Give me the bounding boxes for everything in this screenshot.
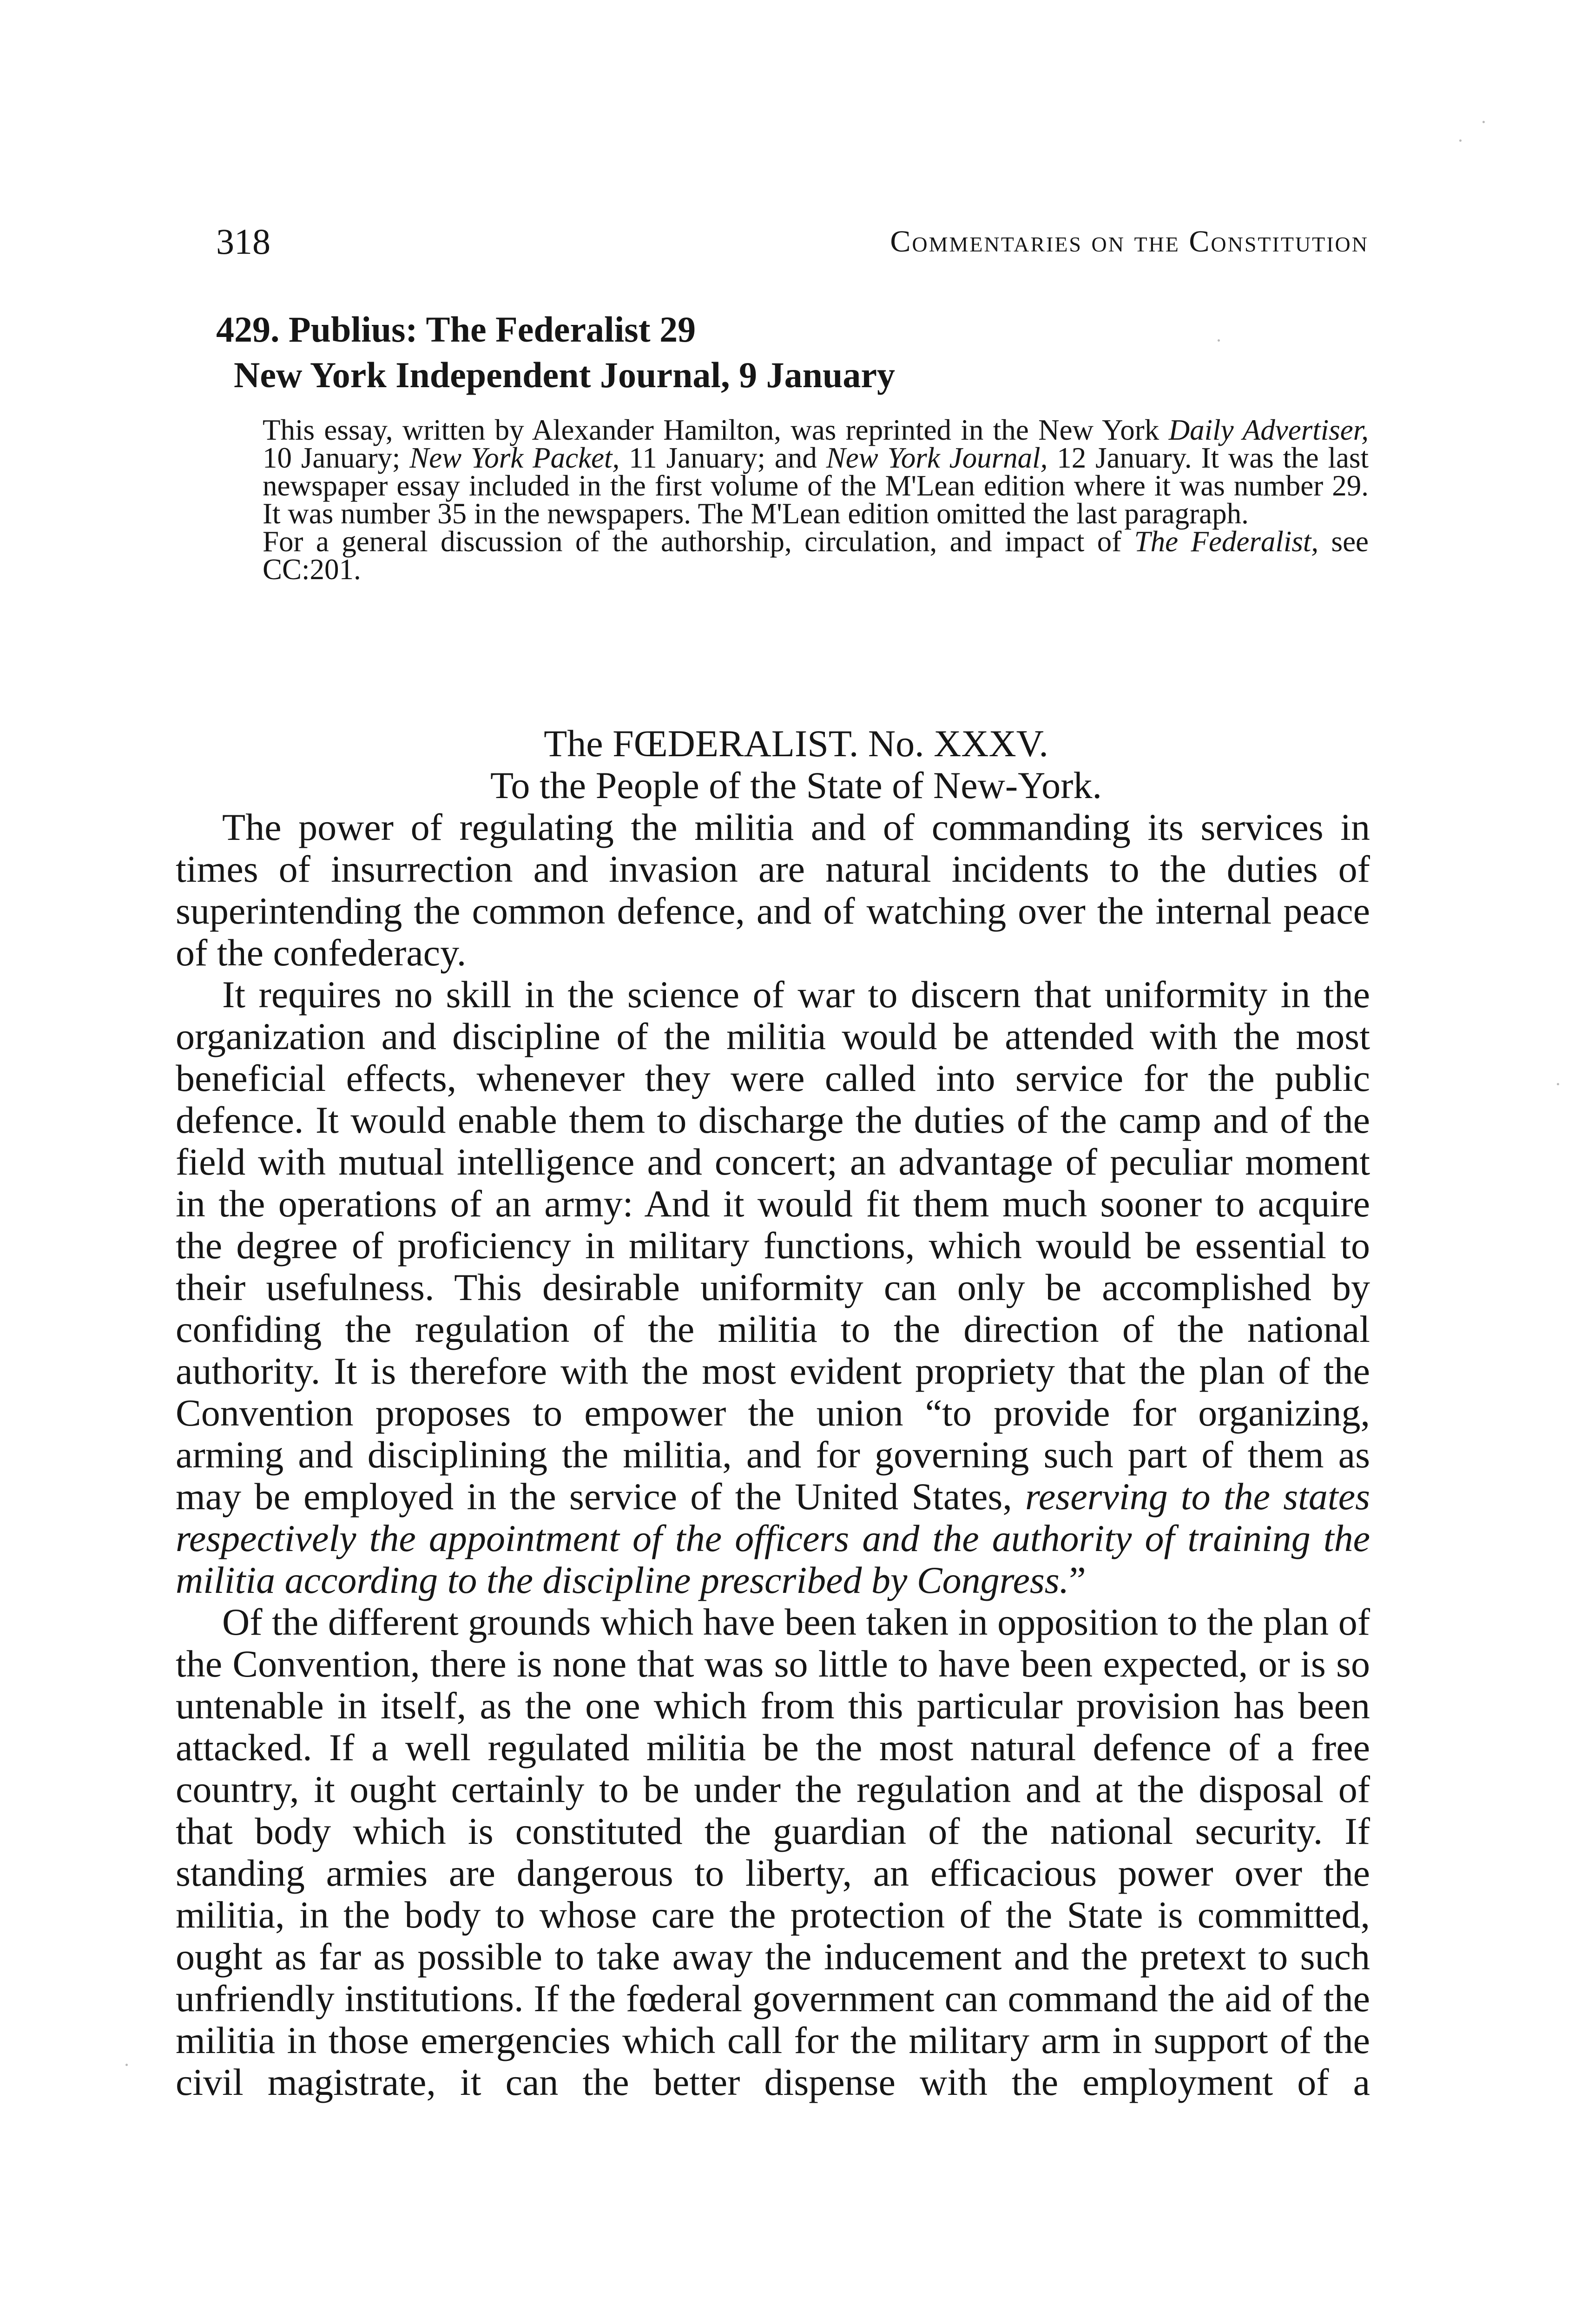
newspaper-title: New York Journal,: [826, 442, 1048, 474]
running-head: [216, 218, 1369, 265]
closing-quote: ”: [1069, 1559, 1086, 1601]
headnote-text: 12 January. It was the last newspaper essay included in the first volume of the M'Lean edition where it was number 29. It was number 35 in the newspapers. The M'Lean edition omitted the last paragraph.: [263, 442, 1369, 530]
paragraph-text: It requires no skill in the science of war to discern that uniformity in the organization and discipline of the militia would be attended with the most beneficial effects, whenever they were called into service for the public defence. It would enable them to discharge the duties of the camp and of the field with mutual intelligence and concert; an advantage of peculiar moment in the operations of an army: And it would fit them much sooner to acquire the degree of proficiency in military functions, which would be essential to their usefulness. This desirable uniformity can only be accomplished by confiding the regulation of the militia to the direction of the national authority. It is therefore with the most evident propriety that the plan of the Convention proposes to empower the union “to provide for organizing, arming and disciplining the militia, and for governing such part of them as may be employed in the service of the United States,: [176, 973, 1370, 1518]
headnote-text: 10 January;: [263, 442, 410, 474]
headnote-paragraph-reprints: [263, 416, 1369, 528]
headnote-text: For a general discussion of the authorship, circulation, and impact of: [263, 525, 1134, 558]
essay-body: [176, 723, 1370, 2103]
paper-speck: [1459, 139, 1462, 142]
running-title: Commentaries on the Constitution: [890, 224, 1369, 258]
essay-salutation: To the People of the State of New-York.: [490, 764, 1102, 806]
essay-paragraph-2: [176, 974, 1370, 1601]
headnote-text: 11 January; and: [619, 442, 826, 474]
headnote-text: This essay, written by Alexander Hamilton, was reprinted in the New York: [263, 414, 1169, 446]
paper-speck: [1557, 1083, 1559, 1085]
paper-speck: [1218, 339, 1220, 342]
editorial-headnote: [216, 414, 1369, 586]
headnote-text: see CC:201.: [263, 525, 1369, 586]
document-source-date: New York Independent Journal, 9 January: [234, 355, 895, 395]
document-heading: [216, 307, 1369, 398]
headnote-paragraph-reference: [263, 525, 1369, 586]
document-number-title: 429. Publius: The Federalist 29: [216, 309, 696, 350]
book-title: The Federalist,: [1134, 525, 1319, 558]
paper-speck: [1482, 121, 1485, 123]
essay-paragraph-3: Of the different grounds which have been taken in opposition to the plan of the Convention, there is none that was so little to have been expected, or is so untenable in itself, as the one which from this particular provision has been attacked. If a well regulated militia be the most natural defence of a free country, it ought certainly to be under the regulation and at the disposal of that body which is constituted the guardian of the national security. If standing armies are dangerous to liberty, an efficacious power over the militia, in the body to whose care the protection of the State is committed, ought as far as possible to take away the inducement and the pretext to such unfriendly institutions. If the fœderal government can command the aid of the militia in those emergencies which call for the military arm in support of the civil magistrate, it can the better dispense with the employment of a: [176, 1601, 1370, 2103]
paper-speck: [125, 2064, 128, 2066]
essay-title: The FŒDERALIST. No. XXXV.: [544, 722, 1048, 765]
newspaper-title: Daily Advertiser,: [1168, 414, 1369, 446]
essay-paragraph-1: The power of regulating the militia and of commanding its services in times of insurrection and invasion are natural incidents to the duties of superintending the common defence, and of watching over the internal peace of the confederacy.: [176, 806, 1370, 974]
newspaper-title: New York Packet,: [409, 442, 620, 474]
quoted-clause: reserving to the states respectively the appointment of the officers and the authority of training the militia according to the discipline prescribed by Congress.: [176, 1475, 1370, 1601]
page-number: 318: [216, 221, 270, 262]
